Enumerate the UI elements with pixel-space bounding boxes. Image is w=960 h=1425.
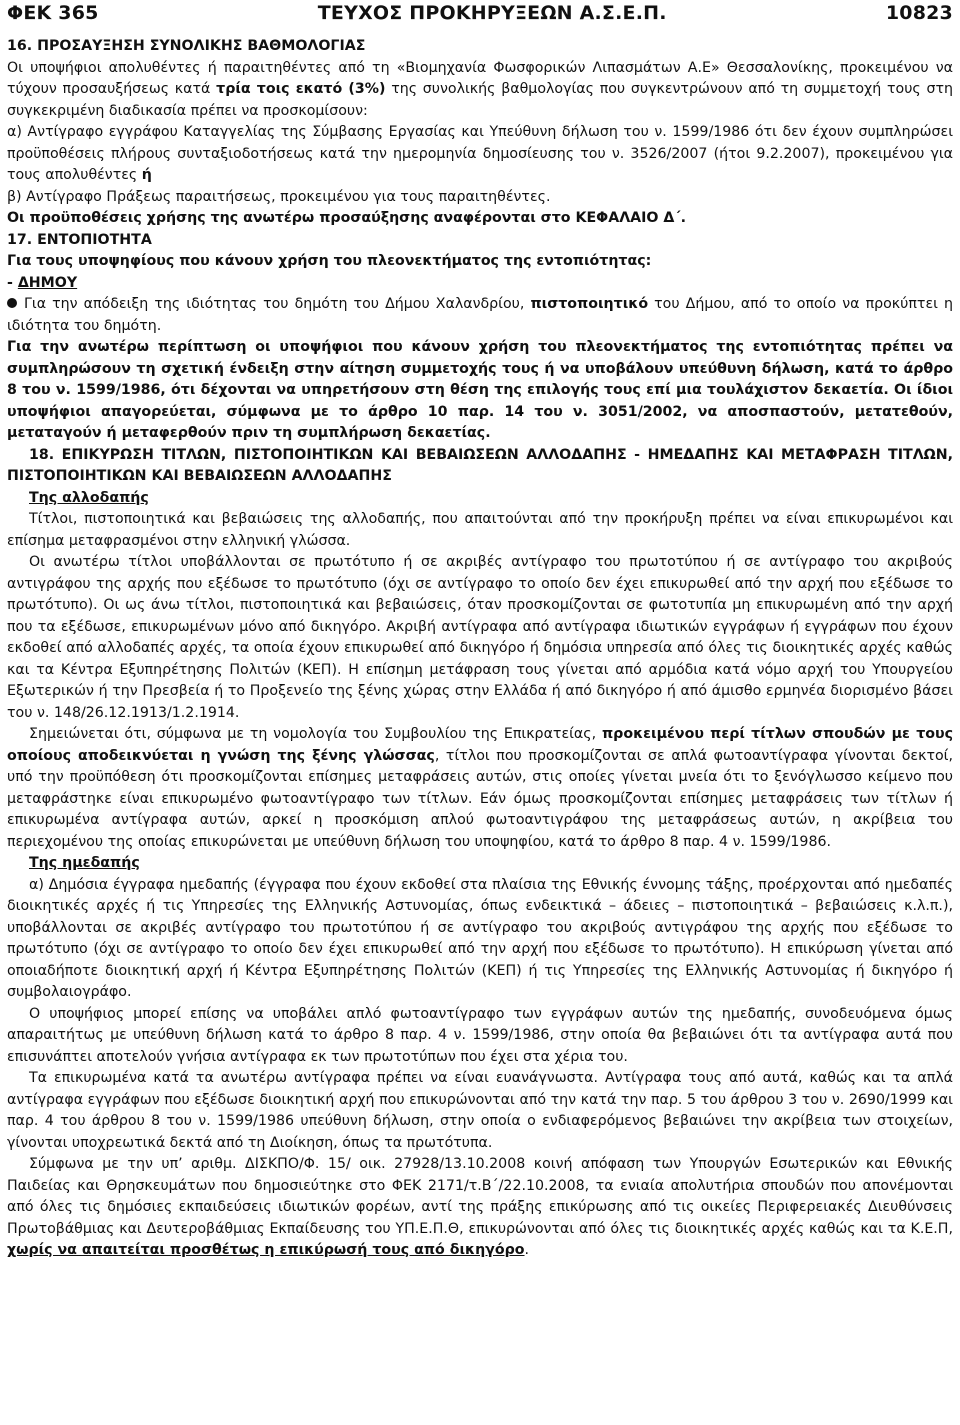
section-18-title: 18. ΕΠΙΚΥΡΩΣΗ ΤΙΤΛΩΝ, ΠΙΣΤΟΠΟΙΗΤΙΚΩΝ ΚΑΙ ΒΕΒΑΙΩΣΕΩΝ ΑΛΛΟΔΑΠΗΣ - ΗΜΕΔΑΠΗΣ ΚΑΙ ΜΕΤΑΦΡΑΣΗ ΤΙΤΛΩΝ, ΠΙΣΤΟΠΟΙΗΤΙΚΩΝ ΚΑΙ ΒΕΒΑΙΩΣΕΩΝ ΑΛΛΟΔΑΠΗΣ	[7, 446, 953, 484]
domestic-subheading: Της ημεδαπής	[29, 855, 140, 871]
page-number: 10823	[885, 2, 953, 24]
section-16-paragraph: Οι υποψήφιοι απολυθέντες ή παραιτηθέντες από τη «Βιομηχανία Φωσφορικών Λιπασμάτων Α.Ε» Θεσσαλονίκης, προκειμένου να τύχουν προσαυξήσεως κατά τρία τοις εκατό (3%) της συνολικής βαθμολογίας που συγκεντρώνουν από τη συμμετοχή τους στη συγκεκριμένη διαδικασία πρέπει να προσκομίσουν:	[7, 59, 953, 119]
gazette-number: ΦΕΚ 365	[7, 2, 99, 24]
domestic-paragraph-1: α) Δημόσια έγγραφα ημεδαπής (έγγραφα που έχουν εκδοθεί στα πλαίσια της Εθνικής έννομης τάξης, προέρχονται από ημεδαπές διοικητικές αρχές ή τις Υπηρεσίες της Ελληνικής Αστυνομίας, όπως ενδεικτικά – άδειες – πιστοποιητικά – βεβαιώσεις κ.λ.π.), υποβάλλονται σε ακριβές αντίγραφο του πρωτοτύπου ή σε αντίγραφο του ακριβούς αντιγράφου της αρχής που εξέδωσε το πρωτότυπο (όχι σε αντίγραφο το οποίο δεν έχει επικυρωθεί από την αρχή που εξέδωσε το πρωτότυπο). Η επικύρωση γίνεται από οποιαδήποτε διοικητική αρχή ή Κέντρα Εξυπηρέτησης Πολιτών (ΚΕΠ) ή τις Υπηρεσίες της Ελληνικής Αστυνομίας ή δικηγόρο ή συμβολαιογράφο.	[7, 876, 953, 1000]
foreign-paragraph-2: Οι ανωτέρω τίτλοι υποβάλλονται σε πρωτότυπο ή σε ακριβές αντίγραφο του πρωτοτύπου ή σε αντίγραφο του ακριβούς αντιγράφου της αρχής που εξέδωσε το πρωτότυπο (όχι σε αντίγραφο το οποίο δεν έχει επικυρωθεί από την αρχή που εξέδωσε το πρωτότυπο). Οι ως άνω τίτλοι, πιστοποιητικά και βεβαιώσεις, όταν προσκομίζονται σε φωτοτυπία μη επικυρωμένη από την αρχή που τα εξέδωσε, επικυρωμένων μόνο από δικηγόρο. Ακριβή αντίγραφα από αντίγραφα ιδιωτικών εγγράφων ή εγγράφων που έχουν εκδοθεί από αλλοδαπές αρχές, τα οποία έχουν επικυρωθεί από δικηγόρο ή δημόσια υπηρεσία από όλες τις διοικητικές αρχές καθώς και τα Κέντρα Εξυπηρέτησης Πολιτών (ΚΕΠ). Η επίσημη μετάφραση τους γίνεται από αρμόδια κατά νόμο αρχή του Υπουργείου Εξωτερικών ή την Πρεσβεία ή το Προξενείο της ξένης χώρας στην Ελλάδα ή από δικηγόρο ή από άμισθο ερμηνέα διορισμένο βάσει του ν. 148/26.12.1913/1.2.1914.	[7, 554, 953, 721]
section-17-obligations: Για την ανωτέρω περίπτωση οι υποψήφιοι που κάνουν χρήση του πλεονεκτήματος της εντοπιότητας πρέπει να συμπληρώσουν τη σχετική ένδειξη στην αίτηση συμμετοχής τους ή να υποβάλουν υπεύθυνη δήλωση, κατά το άρθρο 8 του ν. 1599/1986, ότι δέχονται να υπηρετήσουν στη θέση της επιλογής τους επί μια τουλάχιστον δεκαετία. Οι ίδιοι υποψήφιοι απαγορεύεται, σύμφωνα με το άρθρο 10 παρ. 14 του ν. 3051/2002, να αποσπαστούν, μετατεθούν, μεταταγούν ή μεταφερθούν πριν τη συμπλήρωση δεκαετίας.	[7, 339, 953, 441]
foreign-paragraph-1: Τίτλοι, πιστοποιητικά και βεβαιώσεις της αλλοδαπής, που απαιτούνται από την προκήρυξη πρέπει να είναι επικυρωμένοι και επίσημα μεταφρασμένοι στην ελληνική γλώσσα.	[7, 511, 953, 549]
bonus-percentage: τρία τοις εκατό (3%)	[216, 81, 386, 97]
section-17-intro: Για τους υποψηφίους που κάνουν χρήση του πλεονεκτήματος της εντοπιότητας:	[7, 253, 652, 269]
document-body	[7, 36, 953, 1262]
foreign-paragraph-3: Σημειώνεται ότι, σύμφωνα με τη νομολογία του Συμβουλίου της Επικρατείας, προκειμένου περί τίτλων σπουδών με τους οποίους αποδεικνύεται η γνώση της ξένης γλώσσας, τίτλοι που προσκομίζονται σε απλά φωτοαντίγραφα γίνονται δεκτοί, υπό την προϋπόθεση ότι προσκομίζονται επίσημες μεταφράσεις αυτών, στις οποίες γίνεται μνεία ότι το ξενόγλωσσο κείμενο που μεταφράστηκε είναι επικυρωμένο φωτοαντίγραφο των τίτλων. Εάν όμως προσκομίζονται επίσημες μεταφράσεις των τίτλων ή επικυρωμένα αντίγραφα αυτών, αρκεί η προσκόμιση απλού φωτοαντιγράφου της μεταφράσεως αυτών, η ακρίβεια του περιεχομένου της οποίας επικυρώνεται με υπεύθυνη δήλωση του υποψηφίου, κατά το άρθρο 8 παρ. 4 ν. 1599/1986.	[7, 726, 953, 850]
foreign-subheading: Της αλλοδαπής	[29, 489, 149, 506]
section-17-bullet-item: Για την απόδειξη της ιδιότητας του δημότη του Δήμου Χαλανδρίου, πιστοποιητικό του Δήμου, από το οποίο να προκύπτει η ιδιότητα του δημότη.	[7, 296, 953, 334]
section-16-item-b: β) Αντίγραφο Πράξεως παραιτήσεως, προκειμένου για τους παραιτηθέντες.	[7, 188, 551, 205]
gazette-issue-title: ΤΕΥΧΟΣ ΠΡΟΚΗΡΥΞΕΩΝ Α.Σ.Ε.Π.	[317, 2, 667, 24]
section-16-item-a: α) Αντίγραφο εγγράφου Καταγγελίας της Σύμβασης Εργασίας και Υπεύθυνη δήλωση του ν. 1599/1986 ότι δεν έχουν συμπληρώσει προϋποθέσεις πλήρους συνταξιοδοτήσεως κατά την ημερομηνία δημοσίευσης του ν. 3526/2007 (ήτοι 9.2.2007), προκειμένου για τους απολυθέντες ή	[7, 124, 953, 183]
bullet-icon	[7, 298, 17, 308]
page-header	[7, 0, 953, 36]
domestic-paragraph-4: Σύμφωνα με την υπ’ αριθμ. ΔΙΣΚΠΟ/Φ. 15/ οικ. 27928/13.10.2008 κοινή απόφαση των Υπουργών Εσωτερικών και Εθνικής Παιδείας και Θρησκευμάτων που δημοσιεύτηκε στο ΦΕΚ 2171/τ.Β΄/22.10.2008, τα ενιαία απολυτήρια σπουδών που απονέμονται από όλες τις δημόσιες εκπαιδεύσεις ιδιωτικών φορέων, αντί της πράξης επικύρωσης από τις οικείες Περιφερειακές Διευθύνσεις Πρωτοβάθμιας και Δευτεροβάθμιας Εκπαίδευσης του ΥΠ.Ε.Π.Θ, επικυρώνονται από όλες τις διοικητικές αρχές καθώς και τα Κ.Ε.Π, χωρίς να απαιτείται προσθέτως η επικύρωσή τους από δικηγόρο.	[7, 1156, 953, 1258]
section-17-subheading: - ΔΗΜΟΥ	[7, 274, 78, 291]
domestic-paragraph-2: Ο υποψήφιος μπορεί επίσης να υποβάλει απλό φωτοαντίγραφο των εγγράφων αυτών της ημεδαπής, συνοδευόμενα όμως απαραιτήτως με υπεύθυνη δήλωση κατά το άρθρο 8 παρ. 4 ν. 1599/1986, στην οποία θα βεβαιώνει ότι τα αντίγραφα αυτά που επισυνάπτει αποτελούν γνήσια αντίγραφα εκ των πρωτοτύπων που έχει στα χέρια του.	[7, 1005, 953, 1065]
section-16-conditions-note: Οι προϋποθέσεις χρήσης της ανωτέρω προσαύξησης αναφέρονται στο ΚΕΦΑΛΑΙΟ Δ΄.	[7, 210, 687, 226]
section-17-title: 17. ΕΝΤΟΠΙΟΤΗΤΑ	[7, 231, 152, 248]
domestic-paragraph-3: Τα επικυρωμένα κατά τα ανωτέρω αντίγραφα πρέπει να είναι ευανάγνωστα. Αντίγραφα τους από αυτά, καθώς και τα απλά αντίγραφα εγγράφων που εξέδωσε διοικητική αρχή που επικυρώνονται από την κατά την παρ. 5 του άρθρου 3 του ν. 2690/1999 και παρ. 4 του άρθρου 8 του ν. 1599/1986 υπεύθυνη δήλωση, στην οποία ο ενδιαφερόμενος βεβαιώνει την ακρίβεια των στοιχείων, γίνονται υποχρεωτικά δεκτά από τη Διοίκηση, όπως τα πρωτότυπα.	[7, 1070, 953, 1151]
section-16-title: 16. ΠΡΟΣΑΥΞΗΣΗ ΣΥΝΟΛΙΚΗΣ ΒΑΘΜΟΛΟΓΙΑΣ	[7, 38, 366, 54]
